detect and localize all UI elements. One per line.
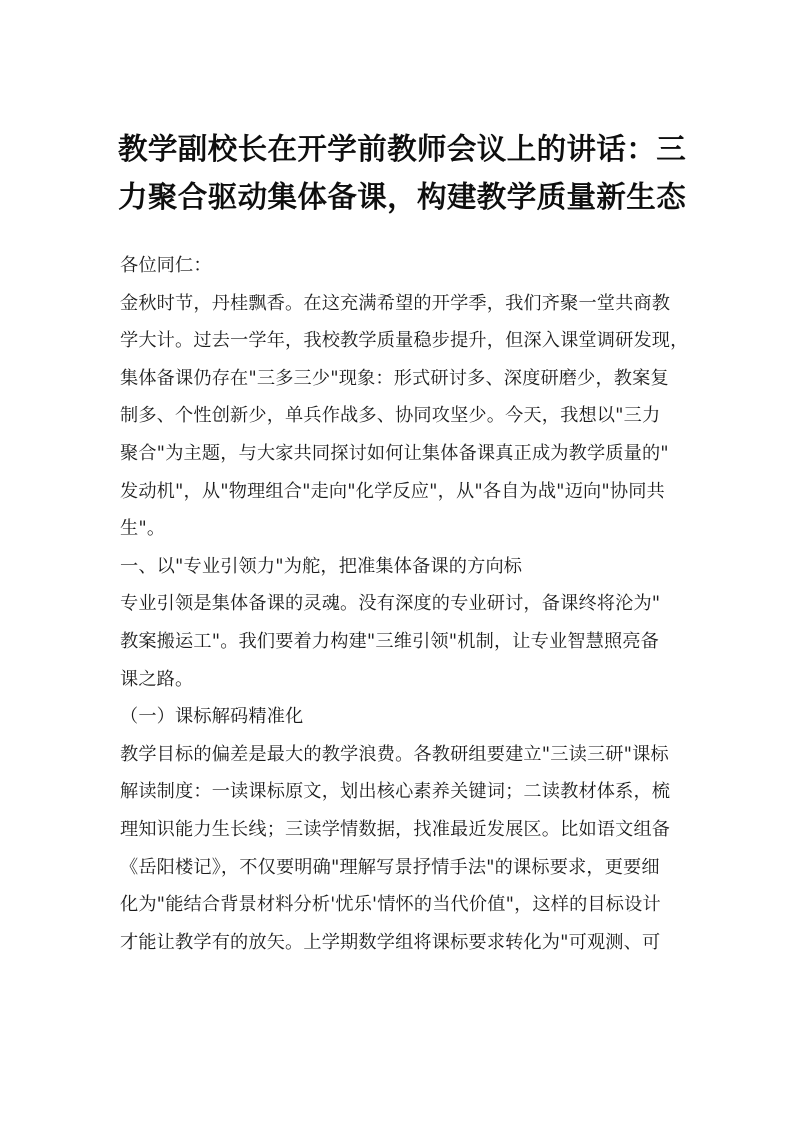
paragraph-line: 课之路。 [120, 668, 194, 690]
paragraph-line: 集体备课仍存在"三多三少"现象：形式研讨多、深度研磨少，教案复 [120, 367, 669, 389]
paragraph-line: 生"。 [120, 518, 166, 540]
paragraph-line: 《岳阳楼记》，不仅要明确"理解写景抒情手法"的课标要求，更要细 [120, 856, 660, 878]
paragraph-line: 发动机"，从"物理组合"走向"化学反应"，从"各自为战"迈向"协同共 [120, 480, 665, 502]
section-heading: 一、以"专业引领力"为舵，把准集体备课的方向标 [120, 555, 523, 577]
document-title [118, 125, 688, 221]
subsection-heading: （一）课标解码精准化 [120, 706, 304, 728]
title-line: 力聚合驱动集体备课，构建教学质量新生态 [118, 180, 687, 214]
paragraph-line: 学大计。过去一学年，我校教学质量稳步提升，但深入课堂调研发现， [120, 330, 689, 352]
paragraph-line: 解读制度：一读课标原文，划出核心素养关键词；二读教材体系，梳 [120, 781, 671, 803]
document-body [120, 247, 689, 961]
paragraph-line: 专业引领是集体备课的灵魂。没有深度的专业研讨，备课终将沦为" [120, 593, 661, 615]
paragraph-line: 理知识能力生长线；三读学情数据，找准最近发展区。比如语文组备 [120, 818, 671, 840]
title-line: 教学副校长在开学前教师会议上的讲话：三 [118, 132, 687, 166]
paragraph-line: 制多、个性创新少，单兵作战多、协同攻坚少。今天，我想以"三力 [120, 405, 661, 427]
salutation: 各位同仁： [120, 255, 212, 276]
paragraph-line: 教学目标的偏差是最大的教学浪费。各教研组要建立"三读三研"课标 [120, 743, 669, 765]
paragraph-line: 聚合"为主题，与大家共同探讨如何让集体备课真正成为教学质量的" [120, 442, 669, 464]
paragraph-line: 金秋时节，丹桂飘香。在这充满希望的开学季，我们齐聚一堂共商教 [120, 292, 671, 314]
paragraph-line: 教案搬运工"。我们要着力构建"三维引领"机制，让专业智慧照亮备 [120, 630, 659, 652]
paragraph-line: 化为"能结合背景材料分析'忧乐'情怀的当代价值"，这样的目标设计 [120, 894, 661, 916]
paragraph-line: 才能让教学有的放矢。上学期数学组将课标要求转化为"可观测、可 [120, 931, 661, 953]
